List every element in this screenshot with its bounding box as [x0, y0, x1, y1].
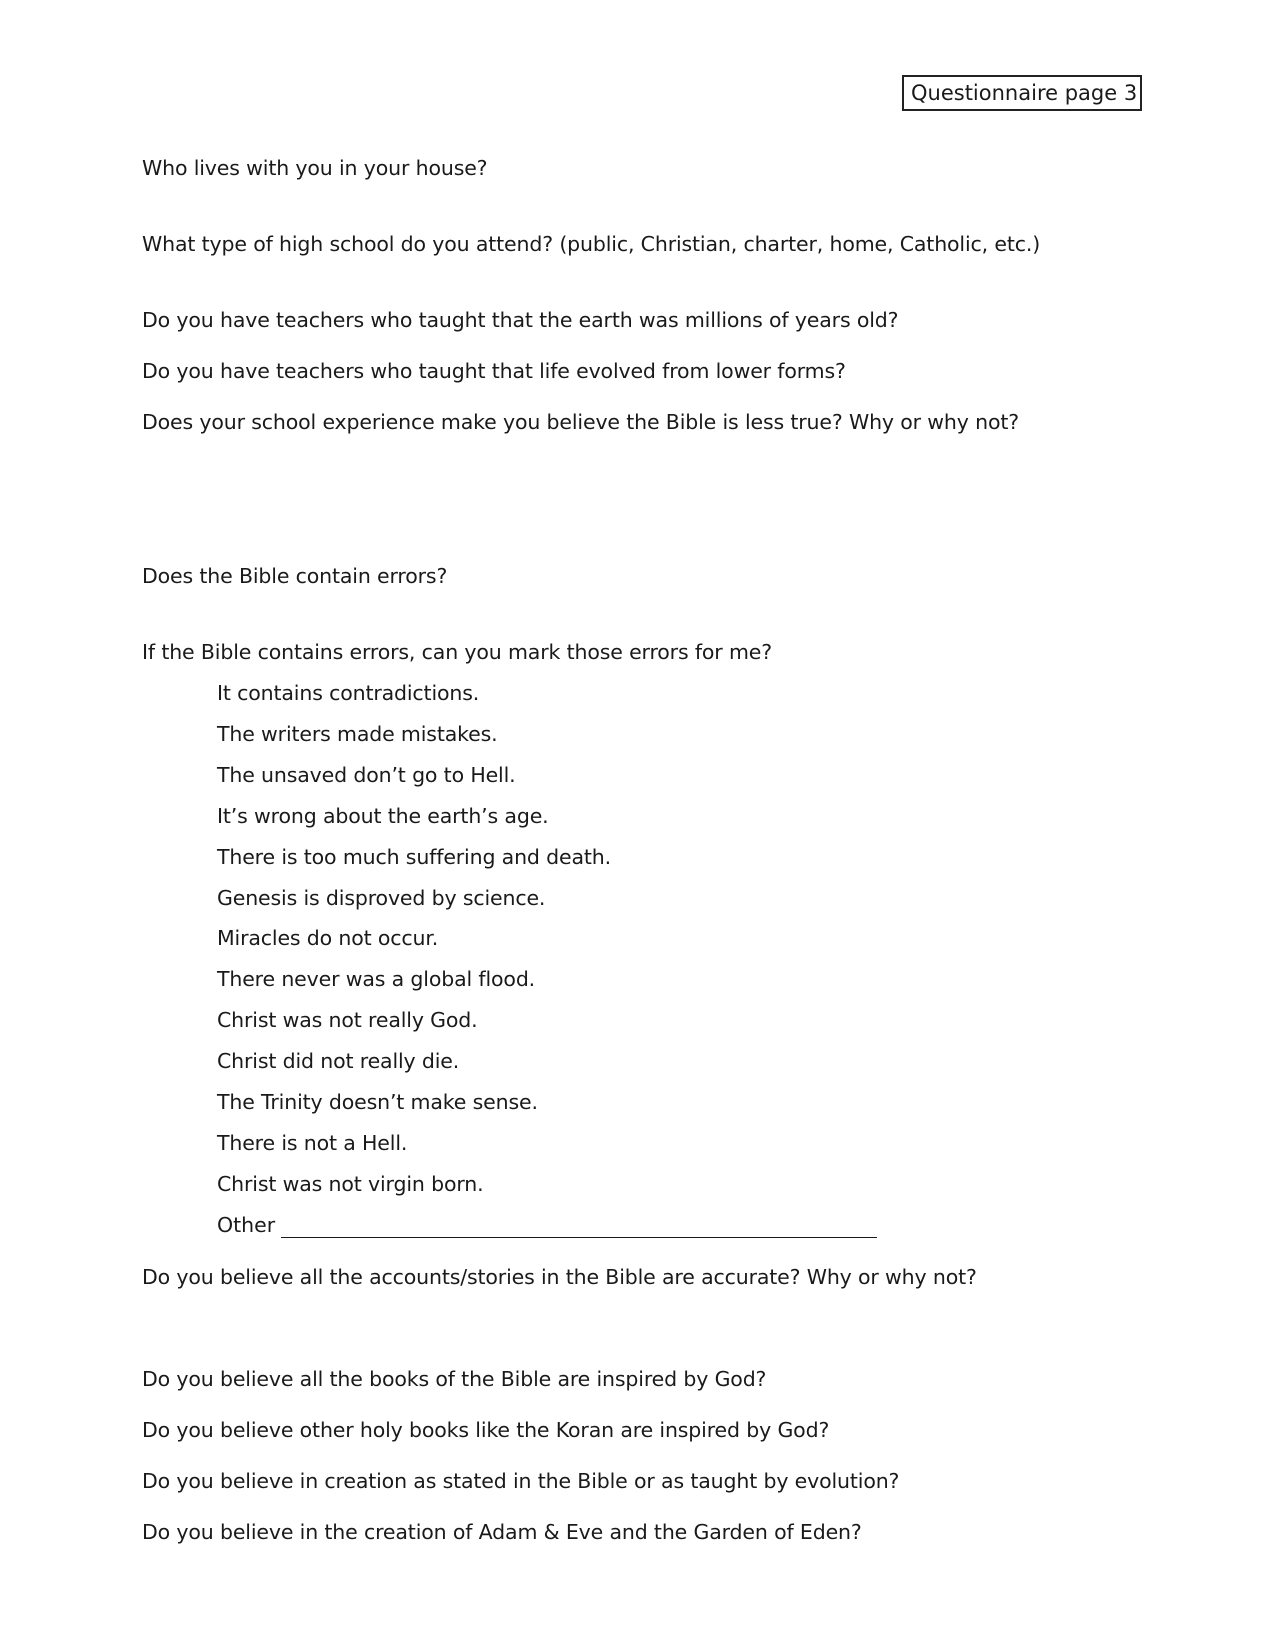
other-option-row — [217, 1212, 877, 1238]
other-option-label: Other — [217, 1213, 276, 1237]
question-household: Who lives with you in your house? — [142, 156, 488, 180]
question-accounts-accurate: Do you believe all the accounts/stories in the Bible are accurate? Why or why not? — [142, 1265, 977, 1289]
page-number-label: Questionnaire page 3 — [902, 75, 1142, 111]
question-bible-errors: Does the Bible contain errors? — [142, 564, 448, 588]
other-blank-line[interactable] — [281, 1217, 877, 1238]
question-mark-errors: If the Bible contains errors, can you mark those errors for me? — [142, 640, 772, 664]
error-option: There is too much suffering and death. — [217, 845, 611, 869]
error-option: It contains contradictions. — [217, 681, 480, 705]
question-school-experience: Does your school experience make you believe the Bible is less true? Why or why not? — [142, 410, 1019, 434]
error-option: There is not a Hell. — [217, 1131, 408, 1155]
question-other-holy-books: Do you believe other holy books like the Koran are inspired by God? — [142, 1418, 830, 1442]
error-option: There never was a global flood. — [217, 967, 536, 991]
error-option: Miracles do not occur. — [217, 926, 439, 950]
error-option: Christ did not really die. — [217, 1049, 460, 1073]
error-option: The writers made mistakes. — [217, 722, 498, 746]
question-books-inspired: Do you believe all the books of the Bible are inspired by God? — [142, 1367, 767, 1391]
question-school-type: What type of high school do you attend? (public, Christian, charter, home, Catholic, etc.) — [142, 232, 1041, 256]
error-option: Genesis is disproved by science. — [217, 886, 546, 910]
error-option: It’s wrong about the earth’s age. — [217, 804, 549, 828]
error-option: Christ was not virgin born. — [217, 1172, 484, 1196]
question-adam-eve: Do you believe in the creation of Adam & Eve and the Garden of Eden? — [142, 1520, 862, 1544]
question-evolution-teachers: Do you have teachers who taught that life evolved from lower forms? — [142, 359, 846, 383]
error-option: The unsaved don’t go to Hell. — [217, 763, 516, 787]
error-option: Christ was not really God. — [217, 1008, 478, 1032]
question-old-earth-teachers: Do you have teachers who taught that the earth was millions of years old? — [142, 308, 899, 332]
error-option: The Trinity doesn’t make sense. — [217, 1090, 538, 1114]
question-creation-evolution: Do you believe in creation as stated in the Bible or as taught by evolution? — [142, 1469, 900, 1493]
